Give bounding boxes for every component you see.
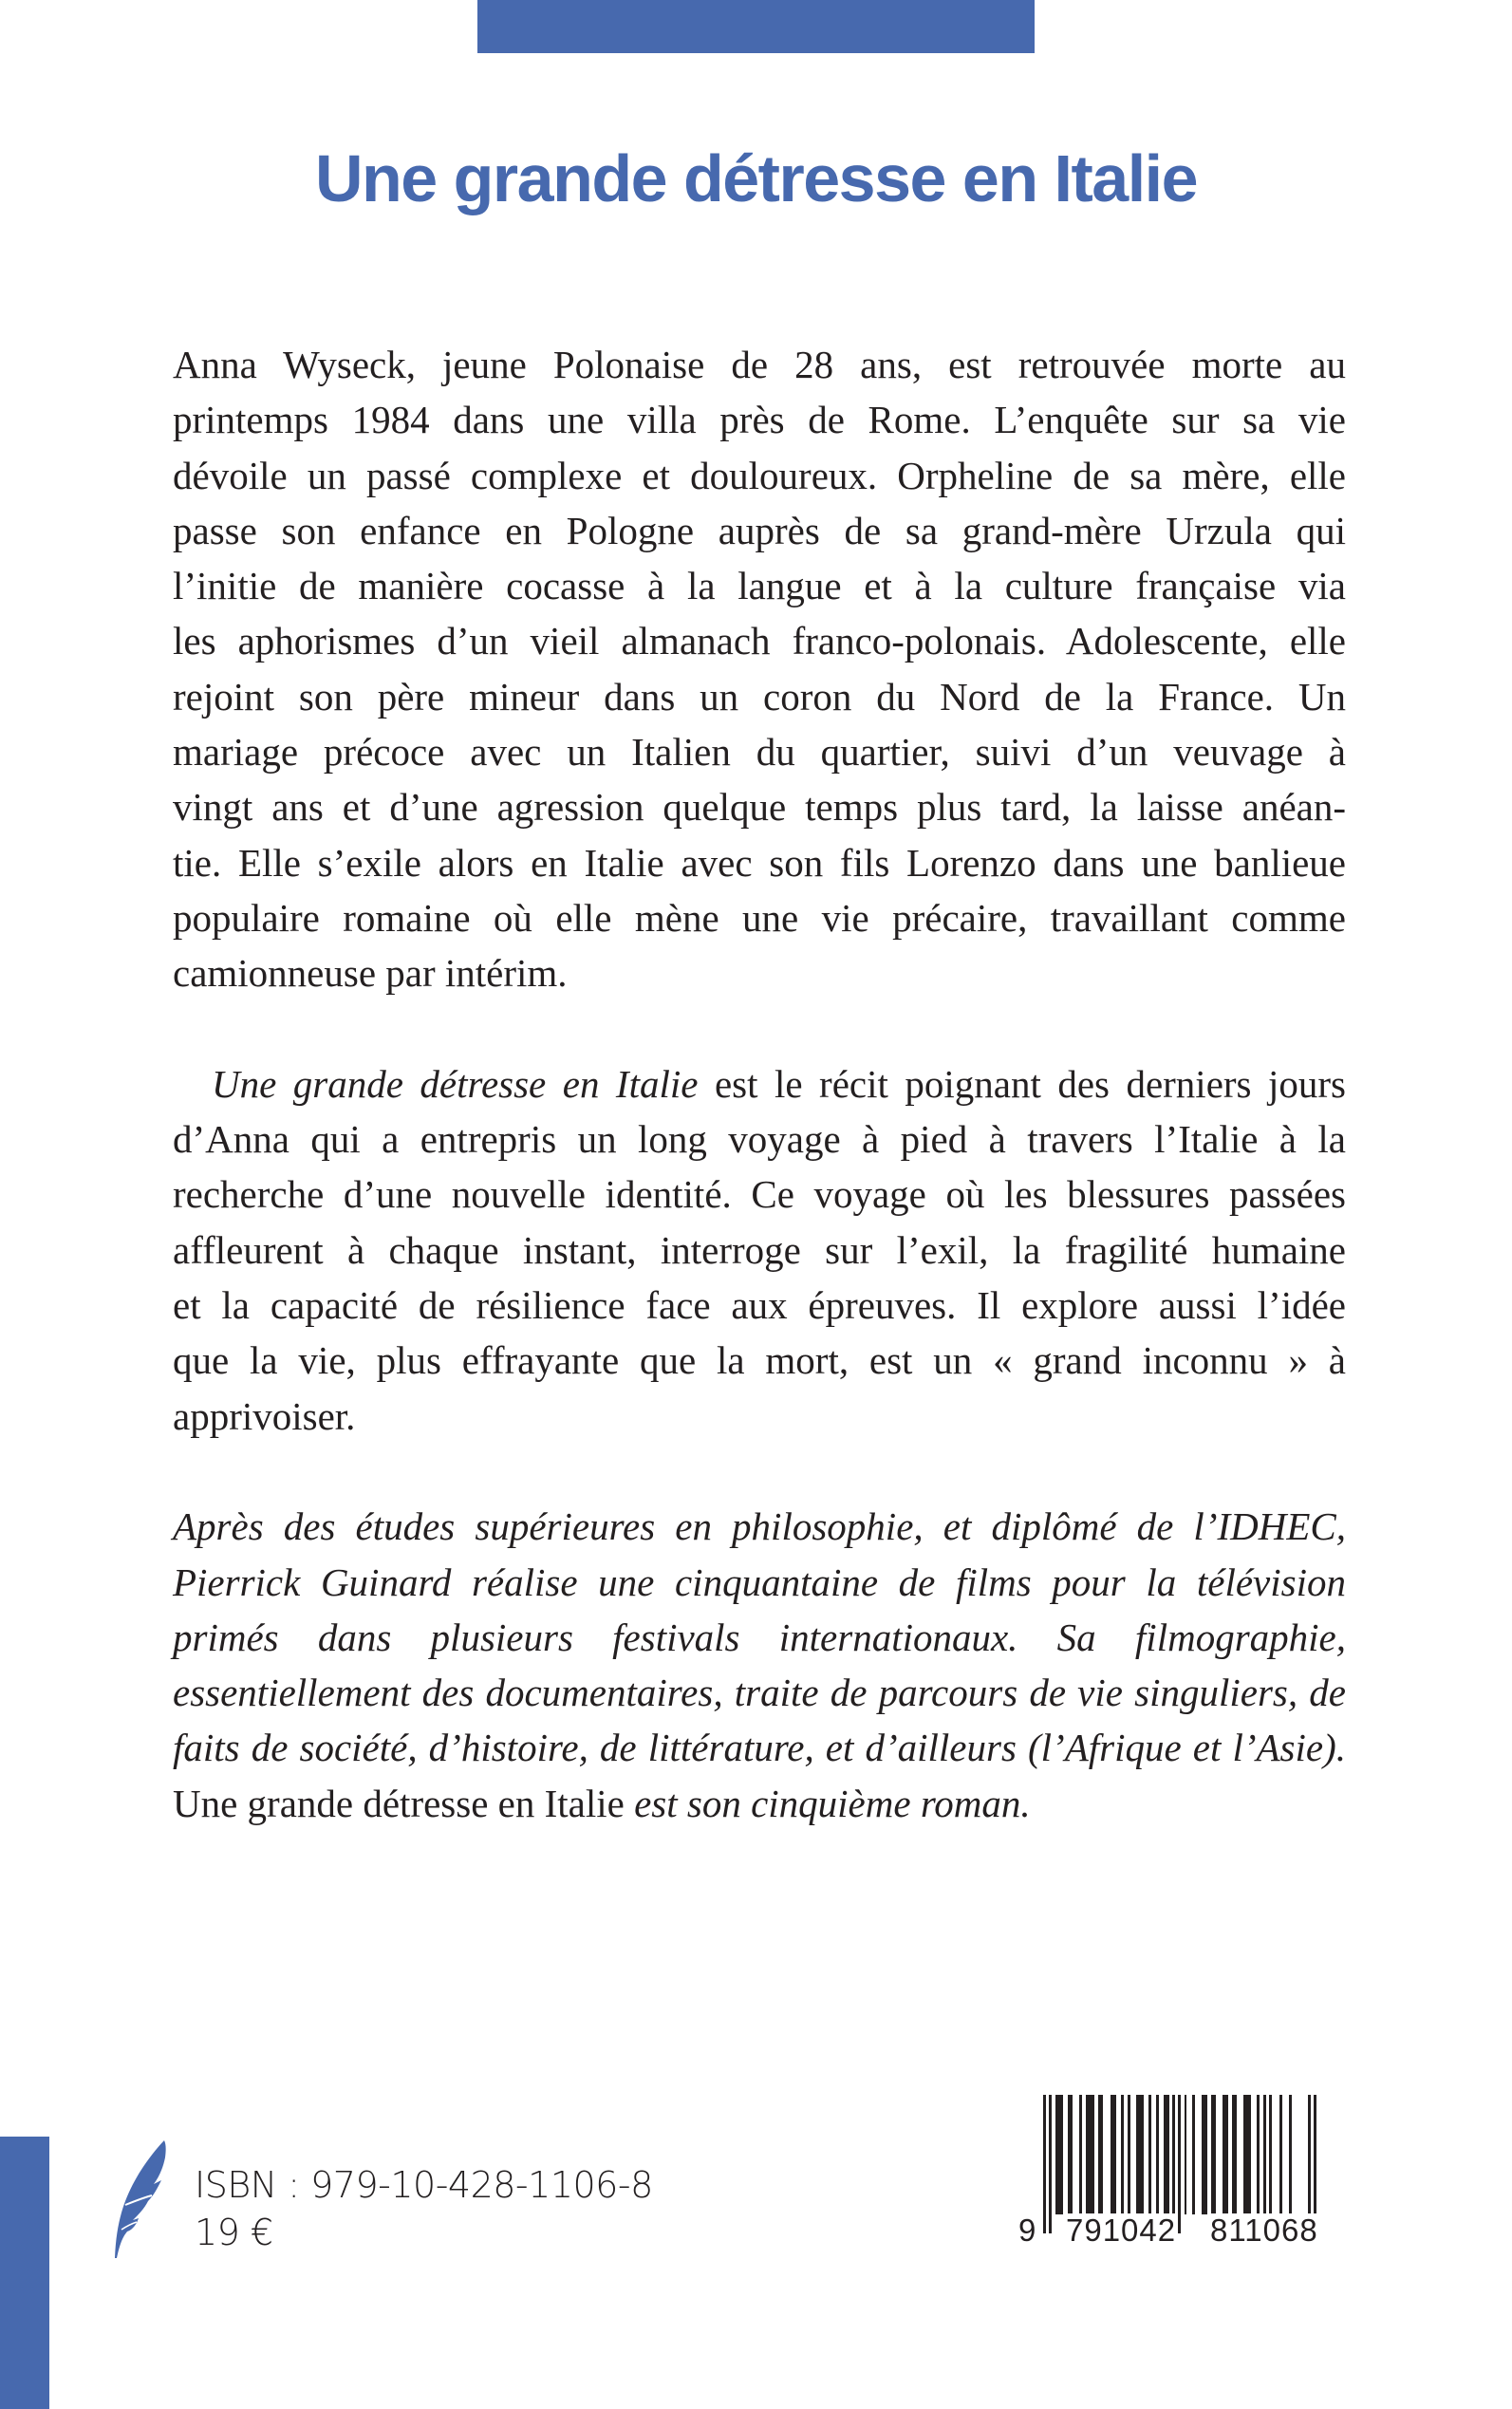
text-line: dévoile un passé complexe et douloureux. Orpheline de sa mère, elle <box>173 453 1346 497</box>
text-line: printemps 1984 dans une villa près de Rome. L’enquête sur sa vie <box>173 398 1346 442</box>
text-line: les aphorismes d’un vieil almanach franco-polonais. Adolescente, elle <box>173 619 1346 663</box>
text-line: populaire romaine où elle mène une vie précaire, travaillant comme <box>173 895 1346 940</box>
barcode-left-digits: 791042 <box>1066 2213 1177 2248</box>
text-line: mariage précoce avec un Italien du quartier, suivi d’un veuvage à <box>173 730 1346 775</box>
author-bio <box>173 1499 1346 1831</box>
text-line: apprivoiser. <box>173 1393 356 1438</box>
book-title: Une grande détresse en Italie <box>314 141 1198 215</box>
text-line: tie. Elle s’exile alors en Italie avec son fils Lorenzo dans une banlieue <box>173 840 1346 885</box>
top-accent-bar <box>477 0 1035 53</box>
text-line: d’Anna qui a entrepris un long voyage à pied à travers l’Italie à la <box>173 1117 1346 1162</box>
text-line <box>173 1776 1346 1831</box>
text-line: essentiellement des documentaires, traite de parcours de vie singuliers, de <box>173 1671 1346 1715</box>
text-line: Pierrick Guinard réalise une cinquantaine de films pour la télévision <box>173 1559 1346 1604</box>
text-fragment: est le récit poignant des derniers jours <box>698 1061 1346 1106</box>
barcode-lead-digit: 9 <box>1018 2213 1036 2248</box>
text-line: l’initie de manière cocasse à la langue et à la culture française via <box>173 564 1346 608</box>
isbn-label: ISBN : 979-10-428-1106-8 <box>195 2164 653 2206</box>
text-line: recherche d’une nouvelle identité. Ce voyage où les blessures passées <box>173 1172 1346 1217</box>
bottom-left-accent-bar <box>0 2137 49 2409</box>
feather-icon <box>112 2138 167 2260</box>
text-line: faits de société, d’histoire, de littérature, et d’ailleurs (l’Afrique et l’Asie). <box>173 1726 1346 1770</box>
text-line: camionneuse par intérim. <box>173 951 568 996</box>
book-title-inline: Une grande détresse en Italie <box>212 1061 699 1106</box>
synopsis-paragraph-1 <box>173 337 1346 1001</box>
text-line: que la vie, plus effrayante que la mort, est un « grand inconnu » à <box>173 1338 1346 1383</box>
paragraph-gap <box>173 1444 1346 1499</box>
text-line: Après des études supérieures en philosophie, et diplômé de l’IDHEC, <box>173 1504 1346 1549</box>
text-line: et la capacité de résilience face aux épreuves. Il explore aussi l’idée <box>173 1283 1346 1328</box>
text-line: vingt ans et d’une agression quelque temps plus tard, la laisse anéan- <box>173 785 1346 830</box>
book-title-inline: Une grande détresse en Italie <box>173 1781 625 1825</box>
text-line: passe son enfance en Pologne auprès de sa grand-mère Urzula qui <box>173 508 1346 552</box>
isbn-price-block <box>195 2161 653 2256</box>
barcode-right-digits: 811068 <box>1210 2213 1318 2248</box>
text-line: primés dans plusieurs festivals internationaux. Sa filmographie, <box>173 1615 1346 1659</box>
paragraph-gap <box>173 1001 1346 1056</box>
text-fragment: est son cinquième roman. <box>624 1781 1031 1825</box>
price-label: 19 € <box>195 2212 273 2253</box>
text-line: affleurent à chaque instant, interroge sur l’exil, la fragilité humaine <box>173 1227 1346 1272</box>
text-line: Anna Wyseck, jeune Polonaise de 28 ans, est retrouvée morte au <box>173 343 1346 386</box>
synopsis-paragraph-2 <box>173 1056 1346 1444</box>
back-cover-text <box>173 337 1346 1831</box>
text-line <box>173 1056 1346 1111</box>
text-line: rejoint son père mineur dans un coron du Nord de la France. Un <box>173 674 1346 719</box>
